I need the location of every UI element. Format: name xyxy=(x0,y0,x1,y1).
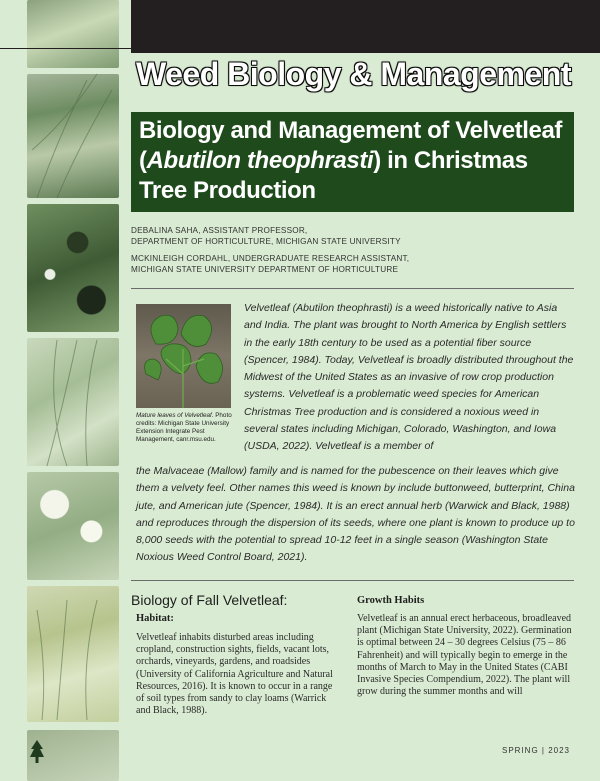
tree-logo-icon xyxy=(30,739,44,765)
author-2-name: MCKINLEIGH CORDAHL, UNDERGRADUATE RESEARCH ASSISTANT, xyxy=(131,254,410,263)
author-2 xyxy=(131,253,409,275)
header-rule xyxy=(0,48,131,49)
caption-credit: Photo credits: Michigan State University Extension Integrate Pest Management, canr.msu.edu. xyxy=(136,412,232,443)
author-2-affiliation: MICHIGAN STATE UNIVERSITY DEPARTMENT OF HORTICULTURE xyxy=(131,265,399,274)
divider-top xyxy=(131,288,574,289)
caption-title: Mature leaves of Velvetleaf. xyxy=(136,412,214,419)
title-line-1: Biology and Management of Velvetleaf xyxy=(139,117,563,144)
velvetleaf-photo xyxy=(136,304,231,408)
title-paren: ( xyxy=(139,147,147,174)
header-band xyxy=(131,0,600,53)
author-1-affiliation: DEPARTMENT OF HORTICULTURE, MICHIGAN STATE UNIVERSITY xyxy=(131,237,401,246)
series-title: Weed Biology & Management xyxy=(136,56,571,92)
association-logo xyxy=(30,739,44,770)
authors xyxy=(131,225,409,281)
strip-plant-lines xyxy=(27,0,119,781)
growth-habits-text: Velvetleaf is an annual erect herbaceous, broadleaved plant (Michigan State University, 2022). Germination is optimal between 24 – 30 degrees Celsius (75 – 86 Fahrenheit) and will typically begin to emerge in the months of March to May in the United States (CABI Invasive Species Compendium, 2022). The plant will grow during the summer months and will xyxy=(357,613,572,698)
author-1-name: DEBALINA SAHA, ASSISTANT PROFESSOR, xyxy=(131,226,308,235)
title-line-2: ) in Christmas xyxy=(373,147,528,174)
section-heading: Biology of Fall Velvetleaf: xyxy=(131,592,288,608)
title-scientific-name: Abutilon theophrasti xyxy=(146,147,374,174)
intro-paragraph-wrapped: Velvetleaf (Abutilon theophrasti) is a weed historically native to Asia and India. The plant was brought to North America by English settlers in the early 18th century to be used as a potential fiber source (Spencer, 1984). Today, Velvetleaf is broadly distributed throughout the Midwest of the United States as an invasive of row crop production systems. Velvetleaf is a problematic weed species for American Christmas Tree production and is considered a noxious weed in several states including Michigan, Colorado, Washington, and Iowa (USDA, 2022). Velvetleaf is a member of xyxy=(244,302,574,453)
article-title xyxy=(139,116,568,206)
velvetleaf-leaves xyxy=(136,304,231,408)
issue-footer: SPRING | 2023 xyxy=(502,746,570,755)
growth-habits-heading: Growth Habits xyxy=(357,595,425,606)
habitat-heading: Habitat: xyxy=(136,613,174,624)
figure-caption xyxy=(136,412,236,444)
habitat-text: Velvetleaf inhabits disturbed areas including cropland, construction sights, fields, vacant lots, orchards, vineyards, gardens, and roadsides (University of California Agriculture and Natural Resources, 2016). It is known to occur in a range of soil types from sandy to clay loams (Warrick and Black, 1988). xyxy=(136,632,333,717)
divider-bottom xyxy=(131,580,574,581)
photo-strip xyxy=(27,0,119,781)
title-line-3: Tree Production xyxy=(139,177,316,204)
intro-paragraph-full: the Malvaceae (Mallow) family and is named for the pubescence on their leaves which give them a velvety feel. Other names this weed is known by include buttonweed, butterprint, China jute, and American jute (Spencer, 1984). It is an erect annual herb (Warwick and Black, 1988) and reproduces through the dispersion of its seeds, where one plant is known to produce up to 8,000 seeds with the potential to spread 10-12 feet in a single season (Washington State Noxious Weed Control Board, 2021). xyxy=(136,465,575,564)
author-1 xyxy=(131,225,409,247)
article-title-box xyxy=(131,112,574,212)
